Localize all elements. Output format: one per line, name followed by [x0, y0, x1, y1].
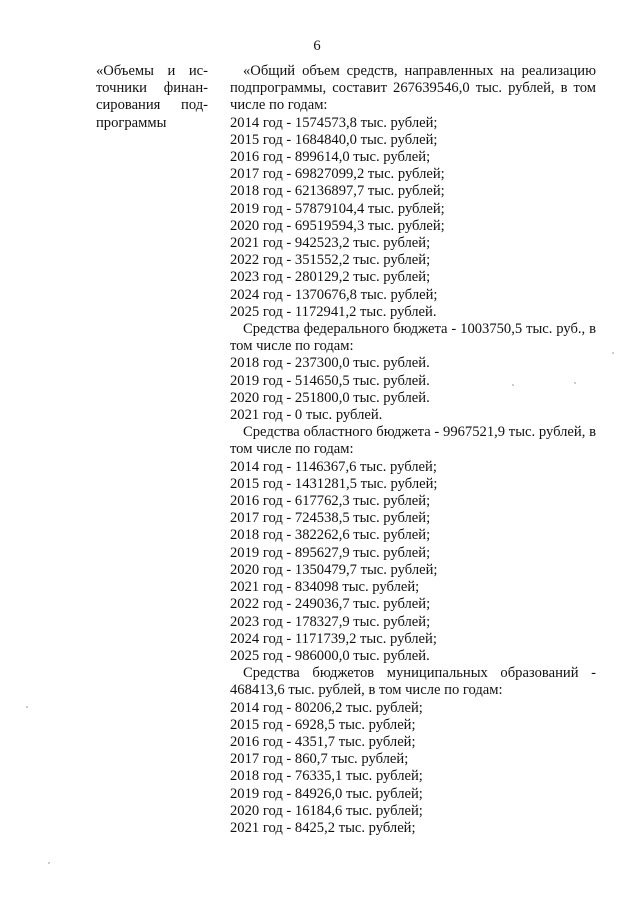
list-item: 2024 год - 1171739,2 тыс. рублей; — [230, 630, 437, 647]
list-item: 2018 год - 382262,6 тыс. рублей; — [230, 527, 431, 544]
regional-years-list — [230, 459, 596, 665]
scan-speck — [612, 352, 614, 354]
list-item: 2019 год - 514650,5 тыс. рублей. — [230, 372, 430, 389]
row-label-line: точники финан- — [96, 80, 208, 97]
list-item: 2024 год - 1370676,8 тыс. рублей; — [230, 286, 438, 303]
municipal-years-list — [230, 700, 596, 838]
page-number: 6 — [313, 38, 321, 54]
scan-speck — [512, 384, 514, 386]
list-item: 2015 год - 1431281,5 тыс. рублей; — [230, 475, 438, 492]
list-item: 2020 год - 16184,6 тыс. рублей; — [230, 802, 423, 819]
municipal-funding-paragraph: Средства бюджетов муниципальных образований - 468413,6 тыс. рублей, в том числе по годам: — [230, 665, 596, 699]
list-item: 2017 год - 724538,5 тыс. рублей; — [230, 510, 431, 527]
list-item: 2020 год - 1350479,7 тыс. рублей; — [230, 561, 438, 578]
scan-speck — [48, 862, 50, 864]
list-item: 2023 год - 280129,2 тыс. рублей; — [230, 269, 431, 286]
total-years-list — [230, 115, 596, 321]
list-item: 2016 год - 4351,7 тыс. рублей; — [230, 733, 416, 750]
list-item: 2016 год - 617762,3 тыс. рублей; — [230, 493, 431, 510]
list-item: 2025 год - 986000,0 тыс. рублей. — [230, 647, 430, 664]
list-item: 2014 год - 80206,2 тыс. рублей; — [230, 699, 423, 716]
list-item: 2021 год - 8425,2 тыс. рублей; — [230, 819, 416, 836]
funding-description — [230, 63, 596, 837]
regional-funding-paragraph: Средства областного бюджета - 9967521,9 тыс. рублей, в том числе по годам: — [230, 424, 596, 458]
list-item: 2021 год - 834098 тыс. рублей; — [230, 579, 420, 596]
list-item: 2020 год - 69519594,3 тыс. рублей; — [230, 217, 445, 234]
list-item: 2019 год - 895627,9 тыс. рублей; — [230, 544, 431, 561]
list-item: 2021 год - 942523,2 тыс. рублей; — [230, 235, 431, 252]
list-item: 2015 год - 6928,5 тыс. рублей; — [230, 716, 416, 733]
list-item: 2021 год - 0 тыс. рублей. — [230, 407, 383, 424]
scan-speck — [26, 706, 28, 708]
list-item: 2016 год - 899614,0 тыс. рублей; — [230, 149, 431, 166]
list-item: 2015 год - 1684840,0 тыс. рублей; — [230, 131, 438, 148]
list-item: 2017 год - 69827099,2 тыс. рублей; — [230, 166, 445, 183]
list-item: 2018 год - 237300,0 тыс. рублей. — [230, 355, 430, 372]
row-label-line: программы — [96, 114, 167, 131]
row-label-line: сирования под- — [96, 97, 208, 114]
federal-funding-paragraph: Средства федерального бюджета - 1003750,5 тыс. руб., в том числе по годам: — [230, 321, 596, 355]
list-item: 2019 год - 57879104,4 тыс. рублей; — [230, 200, 445, 217]
list-item: 2022 год - 249036,7 тыс. рублей; — [230, 596, 431, 613]
list-item: 2022 год - 351552,2 тыс. рублей; — [230, 252, 431, 269]
row-label — [96, 63, 208, 132]
list-item: 2014 год - 1574573,8 тыс. рублей; — [230, 114, 438, 131]
list-item: 2018 год - 62136897,7 тыс. рублей; — [230, 183, 445, 200]
list-item: 2017 год - 860,7 тыс. рублей; — [230, 751, 409, 768]
list-item: 2019 год - 84926,0 тыс. рублей; — [230, 785, 423, 802]
row-label-line: «Объемы и ис- — [96, 63, 208, 79]
federal-years-list — [230, 355, 596, 424]
scan-speck — [574, 382, 576, 384]
list-item: 2018 год - 76335,1 тыс. рублей; — [230, 768, 423, 785]
total-funding-paragraph: «Общий объем средств, направленных на реализацию подпрограммы, составит 267639546,0 тыс. рублей, в том числе по годам: — [230, 63, 596, 114]
list-item: 2014 год - 1146367,6 тыс. рублей; — [230, 458, 437, 475]
list-item: 2025 год - 1172941,2 тыс. рублей. — [230, 303, 437, 320]
list-item: 2023 год - 178327,9 тыс. рублей; — [230, 613, 431, 630]
list-item: 2020 год - 251800,0 тыс. рублей. — [230, 389, 430, 406]
